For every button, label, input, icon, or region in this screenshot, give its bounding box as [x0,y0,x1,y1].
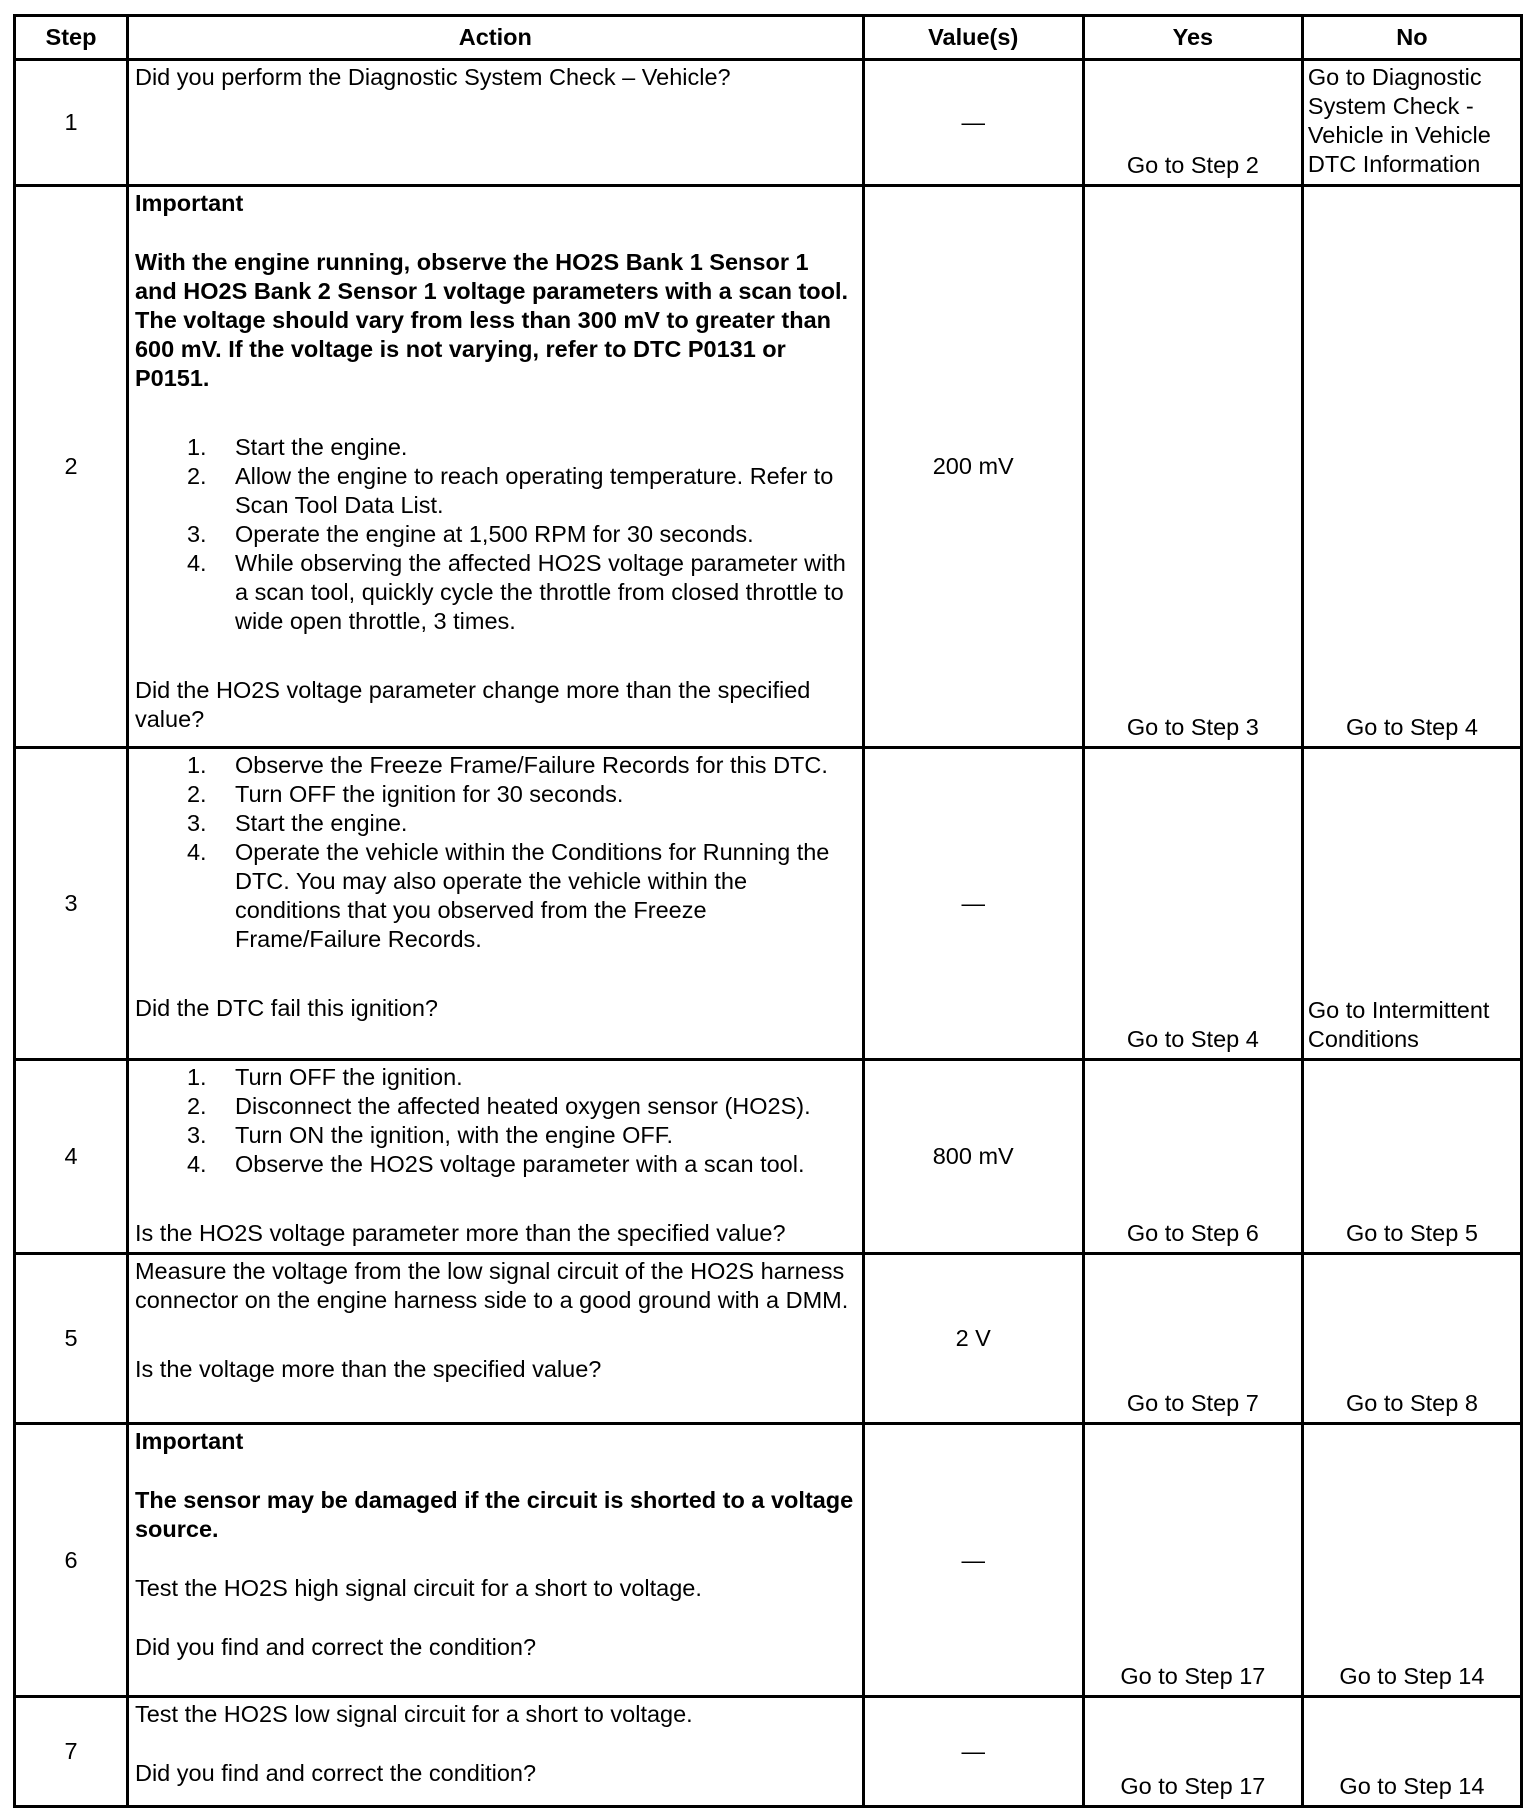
table-row [15,1060,1522,1254]
no-link[interactable]: Go to Step 14 [1339,1773,1485,1799]
action-cell [127,1424,863,1697]
action-text: Measure the voltage from the low signal circuit of the HO2S harness connector on the engine harness side to a good ground with a DMM. [134,1258,849,1313]
step-number: 5 [15,1254,128,1424]
important-label: Important [134,190,244,216]
yes-link[interactable]: Go to Step 17 [1120,1663,1266,1689]
step-number: 7 [15,1697,128,1807]
header-step: Step [15,16,128,60]
no-link[interactable]: Go to Step 5 [1345,1220,1478,1246]
list-item: 4. While observing the affected HO2S voltage parameter with a scan tool, quickly cycle the throttle from closed throttle to wide open throttle, 3 times. [186,550,846,634]
no-cell [1302,748,1521,1060]
list-item: 1. Observe the Freeze Frame/Failure Records for this DTC. [186,752,828,778]
yes-link[interactable]: Go to Step 6 [1126,1220,1259,1246]
step-list [135,1063,856,1179]
yes-cell [1083,60,1302,186]
step-number: 6 [15,1424,128,1697]
table-row [15,1424,1522,1697]
question-text: Did you find and correct the condition? [134,1634,537,1660]
action-cell [127,1697,863,1807]
value-cell: 800 mV [863,1060,1083,1254]
value-cell: — [863,748,1083,1060]
yes-link[interactable]: Go to Step 4 [1126,1026,1259,1052]
question-text: Is the HO2S voltage parameter more than the specified value? [134,1220,786,1246]
action-cell [127,186,863,748]
no-cell [1302,1424,1521,1697]
step-list [135,433,856,636]
yes-link[interactable]: Go to Step 2 [1126,152,1259,178]
yes-cell [1083,1060,1302,1254]
list-item: 2. Disconnect the affected heated oxygen sensor (HO2S). [186,1093,811,1119]
yes-cell [1083,1254,1302,1424]
yes-cell [1083,1424,1302,1697]
action-cell [127,60,863,186]
no-link[interactable]: Go to Step 4 [1345,714,1478,740]
action-cell [127,1254,863,1424]
table-row [15,1697,1522,1807]
no-cell [1302,1060,1521,1254]
important-text: The sensor may be damaged if the circuit is shorted to a voltage source. [134,1487,854,1542]
table-row [15,186,1522,748]
step-number: 3 [15,748,128,1060]
important-text: With the engine running, observe the HO2S Bank 1 Sensor 1 and HO2S Bank 2 Sensor 1 voltage parameters with a scan tool. The voltage should vary from less than 300 mV to greater than 600 mV. If the voltage is not varying, refer to DTC P0131 or P0151. [134,249,849,391]
action-text: Test the HO2S high signal circuit for a short to voltage. [134,1575,702,1601]
no-link[interactable]: Go to Step 14 [1339,1663,1485,1689]
yes-link[interactable]: Go to Step 17 [1120,1773,1266,1799]
question-text: Did you find and correct the condition? [134,1760,537,1786]
table-row [15,1254,1522,1424]
question-text: Did the HO2S voltage parameter change more than the specified value? [134,677,811,732]
list-item: 2. Turn OFF the ignition for 30 seconds. [186,781,624,807]
header-no: No [1302,16,1521,60]
list-item: 3. Start the engine. [186,810,408,836]
no-cell [1302,186,1521,748]
important-label: Important [134,1428,244,1454]
action-text: Test the HO2S low signal circuit for a short to voltage. [134,1701,693,1727]
value-cell: 200 mV [863,186,1083,748]
yes-cell [1083,1697,1302,1807]
list-item: 4. Observe the HO2S voltage parameter with a scan tool. [186,1151,805,1177]
no-cell [1302,60,1521,186]
step-list [135,751,856,954]
no-cell [1302,1697,1521,1807]
list-item: 3. Turn ON the ignition, with the engine OFF. [186,1122,673,1148]
no-link[interactable]: Go to Step 8 [1345,1390,1478,1416]
list-item: 4. Operate the vehicle within the Conditions for Running the DTC. You may also operate the vehicle within the conditions that you observed from the Freeze Frame/Failure Records. [186,839,830,952]
value-cell: — [863,1424,1083,1697]
header-yes: Yes [1083,16,1302,60]
header-action: Action [127,16,863,60]
no-cell [1302,1254,1521,1424]
list-item: 1. Start the engine. [186,434,408,460]
yes-link[interactable]: Go to Step 3 [1126,714,1259,740]
header-values: Value(s) [863,16,1083,60]
question-text: Did the DTC fail this ignition? [134,995,439,1021]
table-header-row [15,16,1522,60]
yes-cell [1083,748,1302,1060]
no-link[interactable]: Go to Intermittent Conditions [1307,997,1490,1052]
value-cell: — [863,60,1083,186]
step-number: 1 [15,60,128,186]
list-item: 2. Allow the engine to reach operating temperature. Refer to Scan Tool Data List. [186,463,834,518]
step-number: 2 [15,186,128,748]
table-row [15,60,1522,186]
yes-cell [1083,186,1302,748]
action-text: Did you perform the Diagnostic System Check – Vehicle? [134,64,731,90]
action-cell [127,1060,863,1254]
action-cell [127,748,863,1060]
question-text: Is the voltage more than the specified value? [134,1356,602,1382]
yes-link[interactable]: Go to Step 7 [1126,1390,1259,1416]
value-cell: 2 V [863,1254,1083,1424]
table-row [15,748,1522,1060]
step-number: 4 [15,1060,128,1254]
diagnostic-table [13,14,1523,1808]
list-item: 1. Turn OFF the ignition. [186,1064,463,1090]
list-item: 3. Operate the engine at 1,500 RPM for 30 seconds. [186,521,754,547]
value-cell: — [863,1697,1083,1807]
no-link[interactable]: Go to Diagnostic System Check - Vehicle in Vehicle DTC Information [1307,64,1491,177]
